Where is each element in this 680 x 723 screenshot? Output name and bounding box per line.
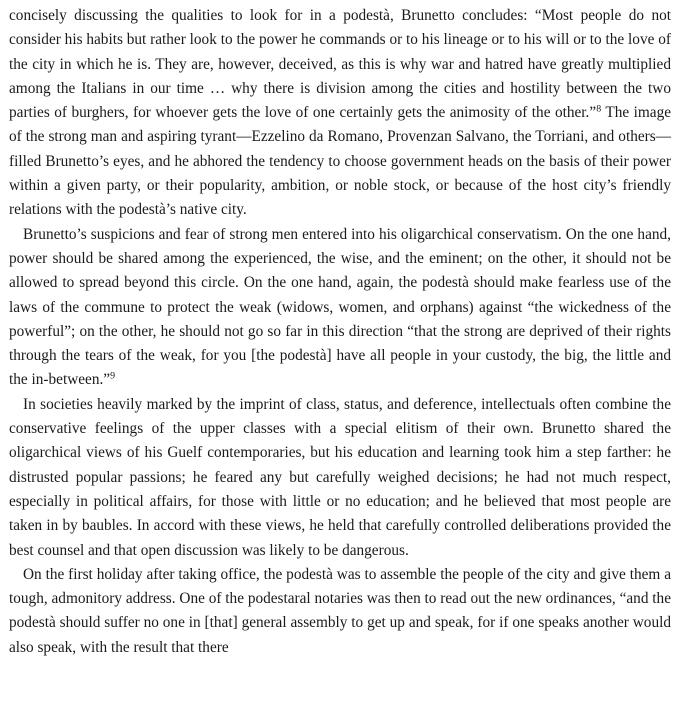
paragraph-1-text: concisely discussing the qualities to look for in a podestà, Brunetto concludes: “Most people do not consider his habits but rather look to the power he commands or to his lineage or to his will or to the love of the city in which he is. They are, however, deceived, as this is why war and hatred have greatly multiplied among the Italians in our time … why there is division among the cities and hostility between the two parties of burghers, for whoever gets the love of one certainly gets the animosity of the other.” xyxy=(9,7,671,122)
paragraph-3-text: In societies heavily marked by the imprint of class, status, and deference, intellectuals often combine the conservative feelings of the upper classes with a special elitism of their own. Brunetto shared the oligarchical views of his Guelf contemporaries, but his education and learning took him a step farther: he distrusted popular passions; he feared any but carefully weighed decisions; he had not much respect, especially in political affairs, for those with little or no education; and he believed that most people are taken in by baubles. In accord with these views, he held that carefully controlled deliberations provided the best counsel and that open discussion was likely to be dangerous. xyxy=(9,395,671,559)
paragraph-1 xyxy=(9,4,671,223)
paragraph-4 xyxy=(9,563,671,660)
paragraph-2 xyxy=(9,223,671,393)
footnote-ref-8[interactable]: 8 xyxy=(596,103,602,115)
footnote-ref-9[interactable]: 9 xyxy=(110,370,116,382)
paragraph-2-text: Brunetto’s suspicions and fear of strong men entered into his oligarchical conservatism. On the one hand, power should be shared among the experienced, the wise, and the eminent; on the other, it should not be allowed to spread beyond this circle. On the one hand, again, the podestà should make fearless use of the laws of the commune to protect the weak (widows, women, and orphans) against “the wickedness of the powerful”; on the other, he should not go so far in this direction “that the strong are deprived of their rights through the tears of the weak, for you [the podestà] have all people in your custody, the big, the little and the in-between.” xyxy=(9,225,671,389)
paragraph-3 xyxy=(9,393,671,563)
paragraph-1-tail: The image of the strong man and aspiring tyrant—Ezzelino da Romano, Provenzan Salvano, the Torriani, and others—filled Brunetto’s eyes, and he abhored the tendency to choose government heads on the basis of their power within a given party, or their popularity, ambition, or noble stock, or because of the host city’s friendly relations with the podestà’s native city. xyxy=(9,104,672,219)
paragraph-4-text: On the first holiday after taking office, the podestà was to assemble the people of the city and give them a tough, admonitory address. One of the podestaral notaries was then to read out the new ordinances, “and the podestà should suffer no one in [that] general assembly to get up and speak, for if one speaks another would also speak, with the result that there xyxy=(9,565,671,656)
